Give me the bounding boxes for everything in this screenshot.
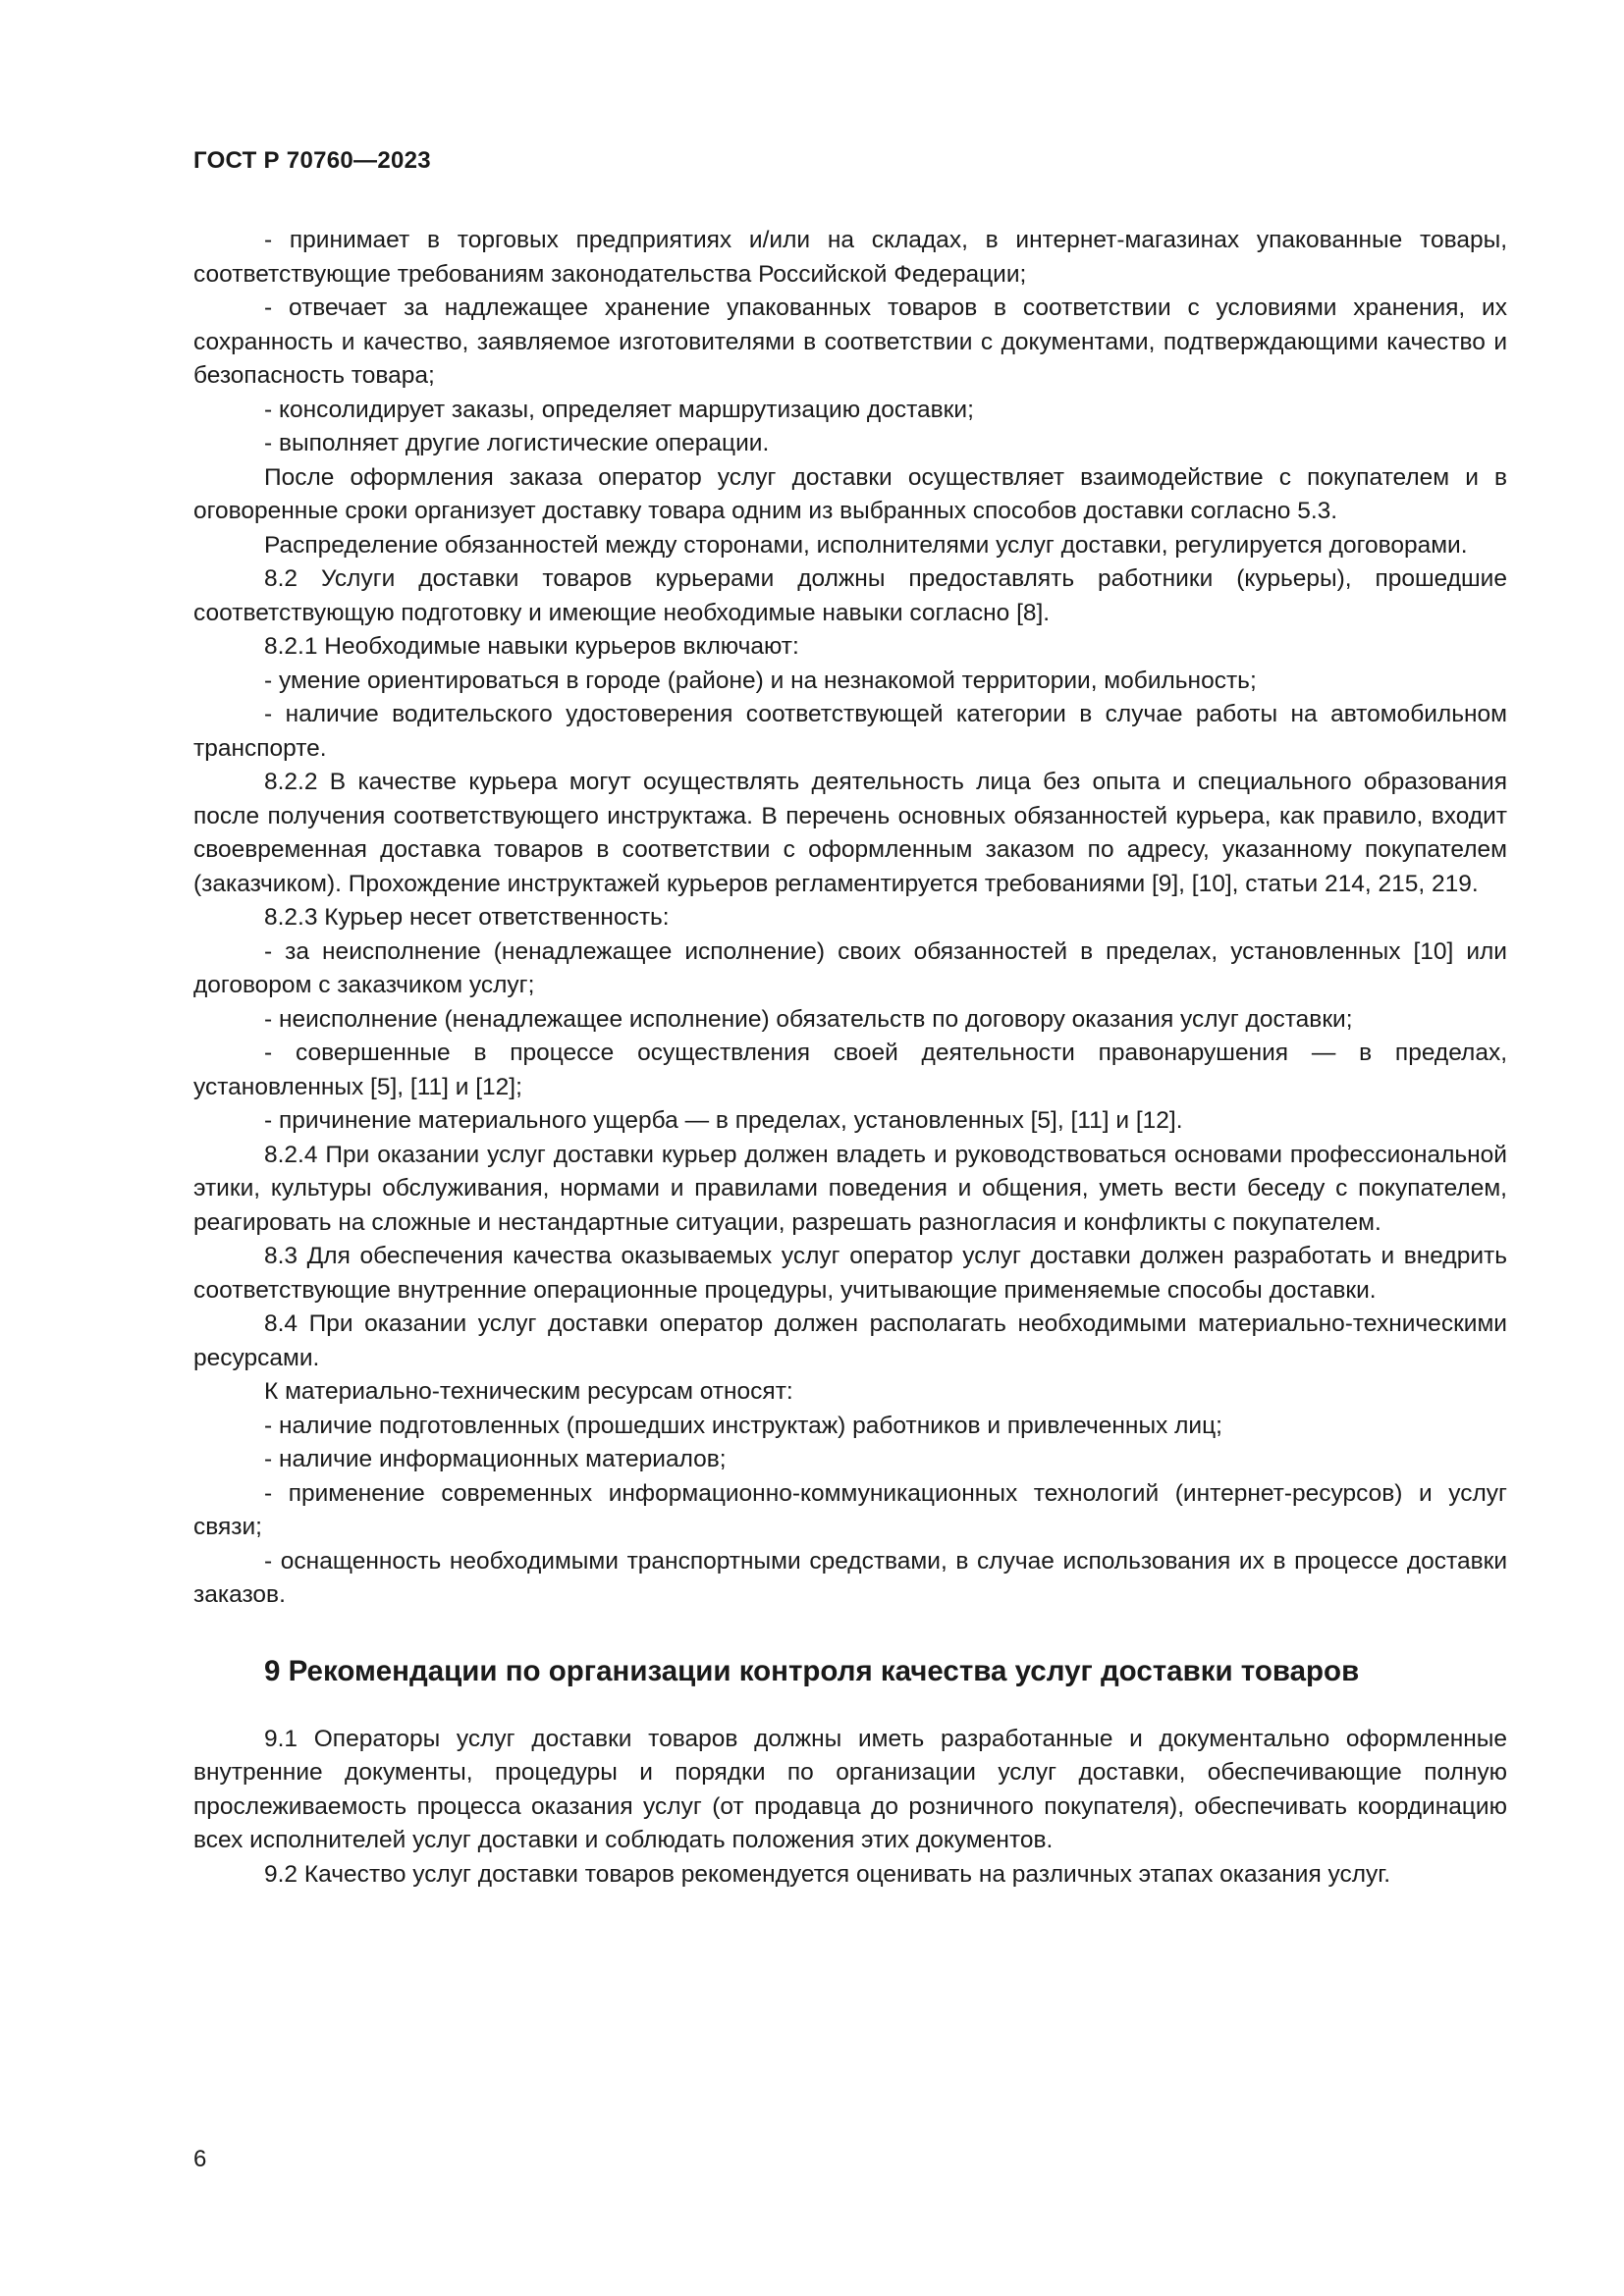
- section-heading: 9 Рекомендации по организации контроля качества услуг доставки товаров: [264, 1654, 1360, 1687]
- paragraph: - неисполнение (ненадлежащее исполнение) обязательств по договору оказания услуг доставки;: [264, 1005, 1353, 1033]
- paragraph: - причинение материального ущерба — в пределах, установленных [5], [11] и [12].: [264, 1107, 1183, 1134]
- paragraph: 8.2.2 В качестве курьера могут осуществлять деятельность лица без опыта и специального образования после получения соответствующего инструктажа. В перечень основных обязанностей курьера, как правило, входит своевременная доставка товаров в соответствии с оформленным заказом по адресу, указанному покупателем (заказчиком). Прохождение инструктажей курьеров регламентируется требованиями [9], [10], статьи 214, 215, 219.: [193, 769, 1507, 897]
- paragraph: - совершенные в процессе осуществления своей деятельности правонарушения — в пределах, установленных [5], [11] и [12];: [193, 1040, 1507, 1100]
- paragraph: 8.3 Для обеспечения качества оказываемых услуг оператор услуг доставки должен разработать и внедрить соответствующие внутренние операционные процедуры, учитывающие применяемые способы доставки.: [193, 1243, 1507, 1304]
- paragraph: К материально-техническим ресурсам относят:: [264, 1378, 793, 1405]
- paragraph: 8.4 При оказании услуг доставки оператор должен располагать необходимыми материально-техническими ресурсами.: [193, 1310, 1507, 1371]
- paragraph: - наличие информационных материалов;: [264, 1446, 727, 1472]
- paragraph: Распределение обязанностей между сторонами, исполнителями услуг доставки, регулируется договорами.: [264, 531, 1468, 559]
- paragraph: - выполняет другие логистические операции.: [264, 430, 770, 456]
- paragraph: 8.2.4 При оказании услуг доставки курьер должен владеть и руководствоваться основами профессиональной этики, культуры обслуживания, нормами и правилами поведения и общения, уметь вести беседу с покупателем, реагировать на сложные и нестандартные ситуации, разрешать разногласия и конфликты с покупателем.: [193, 1141, 1507, 1236]
- paragraph: 8.2.1 Необходимые навыки курьеров включают:: [264, 633, 799, 660]
- paragraph: - применение современных информационно-коммуникационных технологий (интернет-ресурсов) и услуг связи;: [193, 1479, 1507, 1540]
- document-body: [193, 224, 1507, 1892]
- page-number: 6: [193, 2146, 207, 2172]
- document-header: ГОСТ Р 70760—2023: [193, 147, 431, 174]
- paragraph: - наличие подготовленных (прошедших инструктаж) работников и привлеченных лиц;: [264, 1412, 1222, 1439]
- paragraph: - отвечает за надлежащее хранение упакованных товаров в соответствии с условиями хранения, их сохранность и качество, заявляемое изготовителями в соответствии с документами, подтверждающими качество и безопасность товара;: [193, 294, 1507, 389]
- paragraph: - консолидирует заказы, определяет маршрутизацию доставки;: [264, 396, 974, 423]
- paragraph: 8.2.3 Курьер несет ответственность:: [264, 904, 670, 931]
- paragraph: - за неисполнение (ненадлежащее исполнение) своих обязанностей в пределах, установленных [10] или договором с заказчиком услуг;: [193, 937, 1507, 998]
- paragraph: 9.1 Операторы услуг доставки товаров должны иметь разработанные и документально оформленные внутренние документы, процедуры и порядки по организации услуг доставки, обеспечивающие полную прослеживаемость процесса оказания услуг (от продавца до розничного покупателя), обеспечивать координацию всех исполнителей услуг доставки и соблюдать положения этих документов.: [193, 1725, 1507, 1853]
- paragraph: 9.2 Качество услуг доставки товаров рекомендуется оценивать на различных этапах оказания услуг.: [264, 1860, 1391, 1888]
- paragraph: - принимает в торговых предприятиях и/или на складах, в интернет-магазинах упакованные товары, соответствующие требованиям законодательства Российской Федерации;: [193, 227, 1507, 288]
- paragraph: - умение ориентироваться в городе (районе) и на незнакомой территории, мобильность;: [264, 667, 1257, 694]
- paragraph: После оформления заказа оператор услуг доставки осуществляет взаимодействие с покупателем и в оговоренные сроки организует доставку товара одним из выбранных способов доставки согласно 5.3.: [193, 463, 1507, 524]
- paragraph: - оснащенность необходимыми транспортными средствами, в случае использования их в процессе доставки заказов.: [193, 1547, 1507, 1608]
- paragraph: - наличие водительского удостоверения соответствующей категории в случае работы на автомобильном транспорте.: [193, 701, 1507, 762]
- paragraph: 8.2 Услуги доставки товаров курьерами должны предоставлять работники (курьеры), прошедшие соответствующую подготовку и имеющие необходимые навыки согласно [8].: [193, 565, 1507, 626]
